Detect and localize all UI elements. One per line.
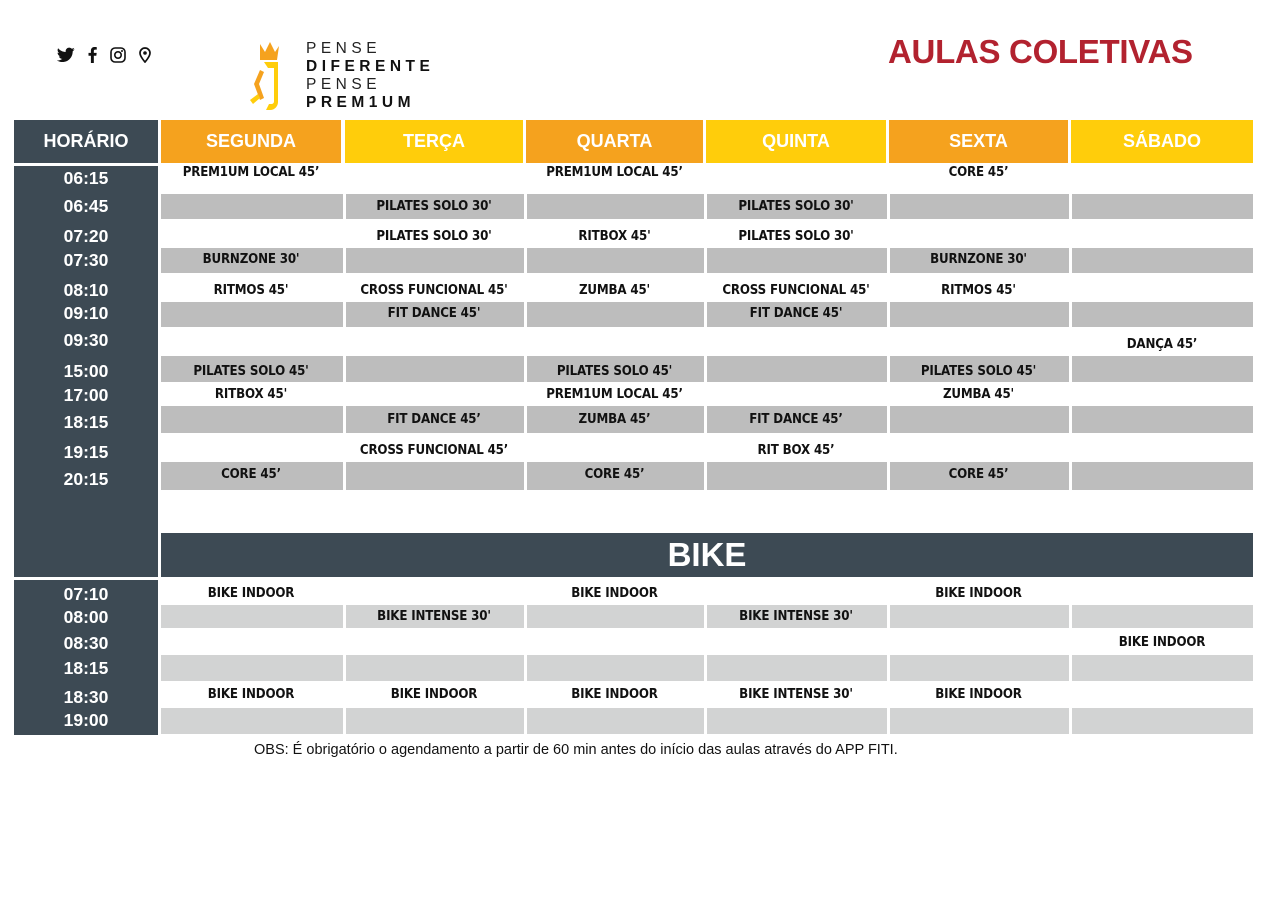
band-bike-0800-sep-4	[1069, 605, 1072, 628]
time-slot: 20:15	[63, 469, 109, 489]
band-2015-sep-0	[343, 462, 346, 490]
footer-note: OBS: É obrigatório o agendamento a partir de 60 min antes do início das aulas através do APP FITI.	[254, 742, 898, 758]
class-entry: FIT DANCE 45’	[387, 411, 481, 427]
time-slot: 07:20	[63, 226, 109, 246]
time-slot: 06:15	[63, 168, 109, 188]
band-0910-sep-4	[1069, 302, 1072, 327]
band-1815-sep-0	[343, 406, 346, 433]
bike-section-title: BIKE	[161, 533, 1253, 577]
band-1815-sep-4	[1069, 406, 1072, 433]
band-0645-sep-2	[704, 194, 707, 219]
time-slot: 08:10	[63, 280, 109, 300]
band-1500-sep-3	[887, 356, 890, 382]
class-entry: PILATES SOLO 30'	[738, 228, 854, 244]
class-entry: RITBOX 45'	[578, 228, 651, 244]
class-entry: PILATES SOLO 30'	[738, 198, 854, 214]
band-0730-sep-4	[1069, 248, 1072, 273]
bike-class-entry: BIKE INDOOR	[571, 686, 658, 702]
class-entry: ZUMBA 45'	[942, 386, 1015, 402]
class-entry: RIT BOX 45’	[757, 442, 835, 458]
header-day-0: SEGUNDA	[161, 120, 341, 163]
class-entry: FIT DANCE 45’	[749, 411, 843, 427]
header-day-4: SEXTA	[889, 120, 1068, 163]
logo-line-3: PENSE	[306, 76, 382, 93]
band-bike-1900-sep-0	[343, 708, 346, 734]
band-0910	[161, 302, 1253, 327]
bike-time-slot: 19:00	[63, 710, 109, 730]
band-bike-1900-sep-2	[704, 708, 707, 734]
band-bike-0800-sep-2	[704, 605, 707, 628]
band-bike-1900-sep-1	[524, 708, 527, 734]
band-bike-1815-sep-0	[343, 655, 346, 681]
band-bike-0800	[161, 605, 1253, 628]
class-entry: DANÇA 45’	[1126, 336, 1198, 352]
band-0645-sep-0	[343, 194, 346, 219]
header-horario: HORÁRIO	[14, 120, 158, 163]
band-0910-sep-0	[343, 302, 346, 327]
class-entry: FIT DANCE 45'	[749, 305, 843, 321]
class-entry: CORE 45’	[221, 466, 281, 482]
band-bike-1815-sep-3	[887, 655, 890, 681]
class-entry: ZUMBA 45'	[578, 282, 651, 298]
band-0910-sep-1	[524, 302, 527, 327]
bike-class-entry: BIKE INTENSE 30'	[377, 608, 491, 624]
class-entry: ZUMBA 45’	[578, 411, 651, 427]
band-bike-1900	[161, 708, 1253, 734]
time-slot: 19:15	[63, 442, 109, 462]
band-1500-sep-1	[524, 356, 527, 382]
class-entry: CORE 45’	[584, 466, 645, 482]
band-1815-sep-3	[887, 406, 890, 433]
band-2015-sep-3	[887, 462, 890, 490]
class-entry: CROSS FUNCIONAL 45'	[722, 282, 870, 298]
band-0645-sep-3	[887, 194, 890, 219]
class-entry: RITMOS 45'	[213, 282, 289, 298]
bike-time-slot: 07:10	[63, 584, 109, 604]
class-entry: PREM1UM LOCAL 45’	[546, 386, 683, 402]
band-1500-sep-0	[343, 356, 346, 382]
bike-class-entry: BIKE INDOOR	[935, 585, 1022, 601]
bike-class-entry: BIKE INDOOR	[207, 585, 295, 601]
band-bike-1815-sep-1	[524, 655, 527, 681]
band-bike-1900-sep-4	[1069, 708, 1072, 734]
band-0645-sep-1	[524, 194, 527, 219]
time-slot: 17:00	[63, 385, 109, 405]
bike-class-entry: BIKE INDOOR	[390, 686, 478, 702]
logo-line-2: DIFERENTE	[306, 58, 435, 75]
time-slot: 09:30	[63, 330, 109, 350]
band-2015-sep-2	[704, 462, 707, 490]
bike-class-entry: BIKE INDOOR	[935, 686, 1022, 702]
band-0730-sep-2	[704, 248, 707, 273]
band-0645	[161, 194, 1253, 219]
band-1815-sep-1	[524, 406, 527, 433]
time-slot: 15:00	[63, 361, 109, 381]
bike-time-slot: 08:30	[63, 633, 109, 653]
class-entry: PILATES SOLO 30'	[376, 198, 492, 214]
band-2015-sep-1	[524, 462, 527, 490]
header-day-2: QUARTA	[526, 120, 703, 163]
class-entry: CROSS FUNCIONAL 45'	[360, 282, 508, 298]
class-entry: BURNZONE 30'	[202, 251, 300, 267]
page-title: AULAS COLETIVAS	[888, 33, 1193, 70]
class-entry: PREM1UM LOCAL 45’	[546, 164, 683, 180]
logo-line-4: PREM1UM	[306, 94, 416, 111]
class-entry: PILATES SOLO 30'	[376, 228, 492, 244]
bike-time-slot: 18:30	[63, 687, 109, 707]
bike-class-entry: BIKE INDOOR	[207, 686, 295, 702]
band-0645-sep-4	[1069, 194, 1072, 219]
header-day-3: QUINTA	[706, 120, 886, 163]
bike-class-entry: BIKE INDOOR	[571, 585, 658, 601]
time-slot: 09:10	[63, 303, 109, 323]
band-bike-1900-sep-3	[887, 708, 890, 734]
band-bike-1815-sep-4	[1069, 655, 1072, 681]
band-1815	[161, 406, 1253, 433]
class-entry: PILATES SOLO 45'	[556, 363, 673, 379]
header-day-1: TERÇA	[345, 120, 523, 163]
bike-class-entry: BIKE INTENSE 30'	[739, 686, 853, 702]
bike-time-slot: 08:00	[63, 607, 109, 627]
bike-class-entry: BIKE INDOOR	[1118, 634, 1206, 650]
band-0910-sep-3	[887, 302, 890, 327]
header-day-5: SÁBADO	[1071, 120, 1253, 163]
band-1500-sep-4	[1069, 356, 1072, 382]
band-bike-0800-sep-0	[343, 605, 346, 628]
class-entry: CORE 45’	[948, 164, 1009, 180]
class-entry: PREM1UM LOCAL 45’	[182, 164, 320, 180]
class-entry: BURNZONE 30'	[930, 251, 1027, 267]
logo-line-1: PENSE	[306, 40, 382, 57]
band-0730-sep-0	[343, 248, 346, 273]
band-bike-0800-sep-1	[524, 605, 527, 628]
band-1500-sep-2	[704, 356, 707, 382]
class-entry: CORE 45’	[948, 466, 1009, 482]
band-bike-0800-sep-3	[887, 605, 890, 628]
time-slot: 07:30	[63, 250, 109, 270]
band-0730-sep-1	[524, 248, 527, 273]
band-bike-1815-sep-2	[704, 655, 707, 681]
time-slot: 18:15	[63, 412, 109, 432]
band-0730-sep-3	[887, 248, 890, 273]
time-slot: 06:45	[63, 196, 109, 216]
class-entry: CROSS FUNCIONAL 45’	[359, 442, 509, 458]
class-entry: RITBOX 45'	[214, 386, 288, 402]
bike-class-entry: BIKE INTENSE 30'	[739, 608, 853, 624]
class-entry: FIT DANCE 45'	[387, 305, 481, 321]
class-entry: PILATES SOLO 45'	[193, 363, 309, 379]
band-2015-sep-4	[1069, 462, 1072, 490]
band-0910-sep-2	[704, 302, 707, 327]
bike-time-slot: 18:15	[63, 658, 109, 678]
band-1815-sep-2	[704, 406, 707, 433]
class-entry: RITMOS 45'	[941, 282, 1016, 298]
class-entry: PILATES SOLO 45'	[920, 363, 1037, 379]
band-bike-1815	[161, 655, 1253, 681]
